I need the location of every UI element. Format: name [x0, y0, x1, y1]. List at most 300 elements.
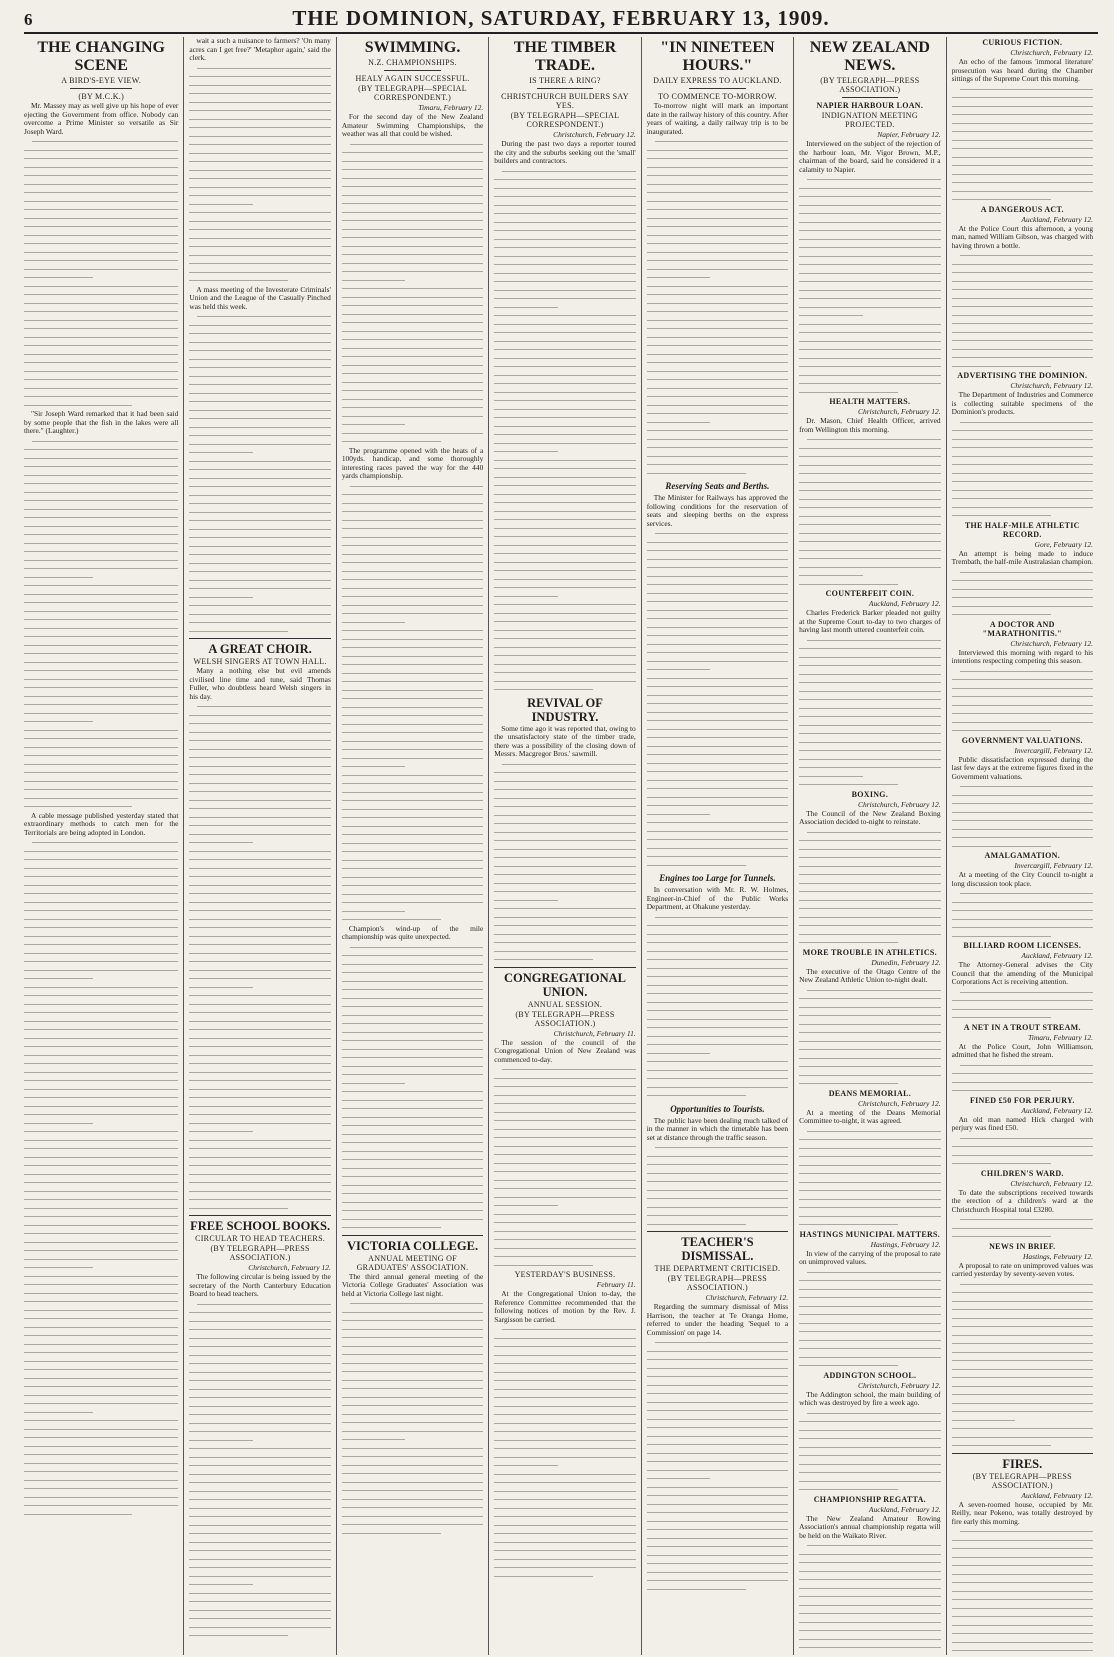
text-line [342, 1045, 483, 1054]
text-line [647, 1355, 788, 1364]
text-line [799, 243, 940, 252]
text-line [342, 779, 483, 788]
text-line [799, 870, 940, 879]
text-line [494, 685, 635, 694]
text-line [647, 307, 788, 316]
text-line [342, 788, 483, 797]
text-line [189, 1325, 330, 1334]
text-line [342, 378, 483, 387]
text-line [952, 889, 1093, 898]
text-line [189, 1521, 330, 1530]
text-block [24, 437, 178, 811]
text-line [24, 1357, 178, 1366]
text-line [24, 906, 178, 915]
text-line [189, 584, 330, 593]
text-line [494, 481, 635, 490]
text-line [189, 1580, 330, 1589]
article-paragraph: The New Zealand Amateur Rowing Association's annual championship regatta will be held on the Waikato River. [799, 1513, 941, 1540]
text-line [647, 1542, 788, 1551]
text-line [799, 687, 940, 696]
text-line [799, 1302, 940, 1311]
text-line [647, 1220, 788, 1229]
text-line [494, 218, 635, 227]
text-line [647, 529, 788, 538]
text-line [189, 312, 330, 321]
text-line [647, 827, 788, 836]
text-block [799, 175, 940, 396]
text-line [799, 678, 940, 687]
text-line [189, 830, 330, 839]
text-line [342, 344, 483, 353]
text-line [494, 904, 635, 913]
text-line [799, 328, 940, 337]
text-line [189, 525, 330, 534]
text-line [952, 460, 1093, 469]
text-line [342, 711, 483, 720]
article-heading-great-choir: A GREAT CHOIR. [208, 642, 312, 656]
text-line [647, 793, 788, 802]
text-line [647, 222, 788, 231]
text-line [189, 932, 330, 941]
text-line [647, 1483, 788, 1492]
text-line [24, 1246, 178, 1255]
text-block [799, 636, 940, 789]
article-paragraph: A cable message published yesterday stated that extraordinary methods to catch men for the Territorials are being adopted in London. [24, 810, 179, 837]
text-line [952, 1134, 1093, 1143]
text-line [342, 516, 483, 525]
text-line [342, 1427, 483, 1436]
text-line [494, 896, 635, 905]
text-line [189, 966, 330, 975]
text-line [494, 583, 635, 592]
text-line [342, 335, 483, 344]
text-line [647, 282, 788, 291]
text-line [799, 1635, 940, 1644]
article-subheading: CIRCULAR TO HEAD TEACHERS. [195, 1234, 326, 1243]
text-line [342, 1452, 483, 1461]
section-heading-addington: ADDINGTON SCHOOL. [823, 1370, 917, 1380]
text-line [494, 1235, 635, 1244]
text-line [952, 1544, 1093, 1553]
text-line [342, 720, 483, 729]
text-line [342, 403, 483, 412]
text-line [494, 328, 635, 337]
text-line [189, 259, 330, 268]
text-line [342, 754, 483, 763]
text-line [799, 1268, 940, 1277]
page-number: 6 [24, 10, 33, 29]
section-heading-news-in-brief: NEWS IN BRIEF. [989, 1241, 1056, 1251]
text-line [342, 1155, 483, 1164]
text-line [952, 692, 1093, 701]
text-line [799, 580, 940, 589]
text-line [799, 853, 940, 862]
text-line [952, 336, 1093, 345]
text-line [647, 555, 788, 564]
text-line [799, 1417, 940, 1426]
text-line [494, 209, 635, 218]
text-block [952, 568, 1093, 619]
text-line [189, 898, 330, 907]
text-line [24, 324, 178, 333]
text-line [799, 192, 940, 201]
text-line [342, 1189, 483, 1198]
text-line [24, 957, 178, 966]
text-line [799, 252, 940, 261]
divider [647, 1231, 788, 1232]
text-line [24, 1272, 178, 1281]
text-line [494, 413, 635, 422]
text-block [952, 889, 1093, 940]
text-line [647, 1568, 788, 1577]
text-line [342, 174, 483, 183]
text-line [494, 1504, 635, 1513]
text-line [24, 282, 178, 291]
text-line [189, 1504, 330, 1513]
text-line [342, 1376, 483, 1385]
text-line [189, 1042, 330, 1051]
text-line [952, 1314, 1093, 1323]
text-line [952, 161, 1093, 170]
text-line [952, 1086, 1093, 1095]
text-line [24, 1068, 178, 1077]
text-line [647, 1585, 788, 1594]
text-line [952, 923, 1093, 932]
text-line [189, 1204, 330, 1213]
article-paragraph: Interviewed on the subject of the rejection of the harbour loan, Mr. Vigor Brown, M.P., chairman of the board, said he considered it a calamity to Napier. [799, 139, 941, 174]
text-line [24, 290, 178, 299]
text-line [952, 1280, 1093, 1289]
text-line [342, 1172, 483, 1181]
text-line [189, 1597, 330, 1606]
text-line [24, 137, 178, 146]
article-paragraph: Charles Frederick Barker pleaded not guilty at the Supreme Court to-day to two charges of having last month uttered counterfeit coin. [799, 608, 941, 634]
text-line [24, 222, 178, 231]
text-line [494, 1125, 635, 1134]
text-line [952, 251, 1093, 260]
text-line [342, 1062, 483, 1071]
text-block [342, 943, 483, 1232]
text-line [189, 567, 330, 576]
article-paragraph: The following circular is being issued by the secretary of the North Canterbury Education Board to head teachers. [189, 1272, 331, 1298]
text-line [647, 835, 788, 844]
text-line [647, 1160, 788, 1169]
text-line [494, 921, 635, 930]
article-paragraph: Regarding the summary dismissal of Miss Harrison, the teacher at Te Oranga Home, referred to under the heading 'Sequel to a Commission' on page 14. [646, 1302, 789, 1337]
text-line [952, 1604, 1093, 1613]
text-line [799, 738, 940, 747]
text-line [799, 1220, 940, 1229]
text-line [189, 1623, 330, 1632]
text-line [24, 445, 178, 454]
text-block [189, 64, 330, 285]
text-line [952, 1339, 1093, 1348]
text-line [189, 208, 330, 217]
text-line [799, 1045, 940, 1054]
text-line [189, 1385, 330, 1394]
text-line [494, 498, 635, 507]
text-line [189, 183, 330, 192]
text-line [494, 836, 635, 845]
text-line [189, 872, 330, 881]
text-line [494, 1410, 635, 1419]
article-paragraph: To-morrow night will mark an important date in the railway history of this country. After years of waiting, a daily railway trip is to be inaugurated. [646, 101, 789, 136]
text-line [494, 1359, 635, 1368]
text-line [494, 396, 635, 405]
text-line [647, 1143, 788, 1152]
text-block [647, 913, 788, 1100]
divider [842, 97, 899, 98]
text-line [952, 932, 1093, 941]
text-line [799, 1028, 940, 1037]
text-block [952, 251, 1093, 370]
text-line [24, 1280, 178, 1289]
text-line [24, 1229, 178, 1238]
text-line [24, 1323, 178, 1332]
text-line [952, 1578, 1093, 1587]
text-line [799, 388, 940, 397]
text-line [189, 847, 330, 856]
text-line [647, 401, 788, 410]
text-line [189, 482, 330, 491]
article-paragraph: wait a such a nuisance to farmers? 'On many acres can I get free?' 'Metaphor again,' said the clerk. [189, 37, 331, 62]
text-line [647, 921, 788, 930]
text-line [24, 392, 178, 401]
text-line [647, 452, 788, 461]
text-line [952, 799, 1093, 808]
text-line [189, 499, 330, 508]
text-line [342, 140, 483, 149]
text-line [952, 1224, 1093, 1233]
text-line [799, 1161, 940, 1170]
text-line [342, 420, 483, 429]
article-subheading: ANNUAL SESSION. [527, 999, 603, 1009]
text-line [189, 98, 330, 107]
text-line [189, 338, 330, 347]
text-line [342, 1342, 483, 1351]
dateline: Invercargill, February 12. [1014, 861, 1094, 870]
text-line [494, 226, 635, 235]
text-line [799, 862, 940, 871]
text-line [799, 1541, 940, 1550]
text-line [24, 1195, 178, 1204]
text-line [342, 1138, 483, 1147]
text-line [24, 675, 178, 684]
article-paragraph: The Attorney-General advises the City Council that the amending of the Municipal Corporations Act is receiving attention. [951, 960, 1094, 986]
text-line [24, 864, 178, 873]
text-line [189, 864, 330, 873]
text-line [494, 303, 635, 312]
divider [537, 88, 594, 89]
text-block [647, 1338, 788, 1593]
text-line [189, 711, 330, 720]
text-line [494, 1334, 635, 1343]
text-line [647, 818, 788, 827]
text-line [799, 938, 940, 947]
text-block [952, 1527, 1093, 1655]
text-block [494, 1325, 635, 1580]
article-subheading: INDIGNATION MEETING PROJECTED. [821, 111, 918, 129]
text-line [189, 363, 330, 372]
text-line [24, 658, 178, 667]
text-line [342, 1529, 483, 1538]
text-line [189, 225, 330, 234]
text-line [799, 269, 940, 278]
text-line [799, 930, 940, 939]
text-line [189, 346, 330, 355]
text-block [799, 986, 940, 1088]
dateline: Christchurch, February 12. [857, 799, 941, 809]
text-line [647, 214, 788, 223]
text-line [799, 1212, 940, 1221]
text-line [799, 201, 940, 210]
text-line [24, 1238, 178, 1247]
text-line [799, 1144, 940, 1153]
text-line [494, 1150, 635, 1159]
newspaper-title: THE DOMINION, SATURDAY, FEBRUARY 13, 1909. [292, 6, 830, 30]
text-line [494, 1325, 635, 1334]
text-line [342, 507, 483, 516]
text-line [189, 1512, 330, 1521]
text-line [342, 216, 483, 225]
text-line [952, 511, 1093, 520]
text-line [647, 640, 788, 649]
text-line [952, 988, 1093, 997]
text-line [342, 267, 483, 276]
text-line [799, 1643, 940, 1652]
text-line [647, 1559, 788, 1568]
text-line [342, 361, 483, 370]
dateline: Christchurch, February 12. [705, 1293, 789, 1302]
text-line [24, 983, 178, 992]
text-line [342, 907, 483, 916]
text-line [799, 1152, 940, 1161]
text-line [952, 1570, 1093, 1579]
text-line [494, 760, 635, 769]
text-line [952, 675, 1093, 684]
text-line [647, 299, 788, 308]
text-line [342, 1036, 483, 1045]
text-line [799, 986, 940, 995]
text-line [189, 610, 330, 619]
text-line [799, 175, 940, 184]
text-line [24, 1331, 178, 1340]
text-line [24, 1425, 178, 1434]
text-line [647, 1406, 788, 1415]
text-line [647, 1432, 788, 1441]
divider [189, 638, 330, 639]
text-line [952, 906, 1093, 915]
text-line [24, 1153, 178, 1162]
text-line [647, 1169, 788, 1178]
article-paragraph: A mass meeting of the Investerate Criminals' Union and the League of the Casually Pinched was held this week. [189, 284, 331, 311]
text-block [24, 137, 178, 409]
text-line [24, 785, 178, 794]
text-line [799, 520, 940, 529]
text-line [24, 949, 178, 958]
text-line [494, 243, 635, 252]
text-line [952, 1061, 1093, 1070]
text-line [952, 1646, 1093, 1655]
text-line [342, 1495, 483, 1504]
text-line [189, 1529, 330, 1538]
text-line [952, 1595, 1093, 1604]
text-line [342, 737, 483, 746]
text-line [647, 844, 788, 853]
text-line [24, 1391, 178, 1400]
text-line [342, 242, 483, 251]
text-line [647, 1457, 788, 1466]
text-line [342, 1198, 483, 1207]
text-line [647, 589, 788, 598]
text-line [342, 977, 483, 986]
text-line [494, 473, 635, 482]
text-line [494, 405, 635, 414]
text-line [189, 465, 330, 474]
text-line [799, 1460, 940, 1469]
text-line [24, 855, 178, 864]
text-line [189, 923, 330, 932]
article-heading-fires: FIRES. [1002, 1456, 1043, 1471]
article-paragraph: Many a nothing else but evil amends civilised line time and tune, said Thomas Fuller, who doubtless heard Welsh singers in his day. [189, 666, 331, 701]
text-line [189, 745, 330, 754]
text-line [647, 947, 788, 956]
article-subheading: THE DEPARTMENT CRITICISED. [654, 1264, 781, 1273]
text-line [799, 226, 940, 235]
text-line [189, 149, 330, 158]
article-paragraph: The programme opened with the heats of a 100yds. handicap, and some thoroughly interesting races paved the way for the 440 yards championship. [341, 445, 484, 480]
text-line [342, 1435, 483, 1444]
text-line [799, 729, 940, 738]
text-line [189, 779, 330, 788]
text-line [799, 772, 940, 781]
text-line [342, 1308, 483, 1317]
section-heading-yesterday: YESTERDAY'S BUSINESS. [514, 1270, 616, 1279]
text-line [952, 791, 1093, 800]
text-line [24, 273, 178, 282]
text-line [494, 354, 635, 363]
text-line [952, 1629, 1093, 1638]
text-line [799, 461, 940, 470]
text-line [24, 760, 178, 769]
text-line [799, 1468, 940, 1477]
text-line [342, 1444, 483, 1453]
text-line [799, 1071, 940, 1080]
text-line [494, 845, 635, 854]
text-line [952, 1331, 1093, 1340]
text-line [647, 1083, 788, 1092]
text-line [494, 955, 635, 964]
text-line [494, 371, 635, 380]
text-line [24, 505, 178, 514]
text-line [24, 1484, 178, 1493]
text-line [799, 1609, 940, 1618]
section-heading-deans: DEANS MEMORIAL. [828, 1088, 911, 1098]
text-line [189, 140, 330, 149]
text-line [494, 1074, 635, 1083]
text-line [189, 115, 330, 124]
text-line [342, 1070, 483, 1079]
text-line [799, 303, 940, 312]
text-line [342, 994, 483, 1003]
text-line [342, 898, 483, 907]
text-line [494, 879, 635, 888]
text-line [647, 1091, 788, 1100]
text-line [342, 318, 483, 327]
text-line [24, 1136, 178, 1145]
text-line [342, 1469, 483, 1478]
text-line [24, 1076, 178, 1085]
